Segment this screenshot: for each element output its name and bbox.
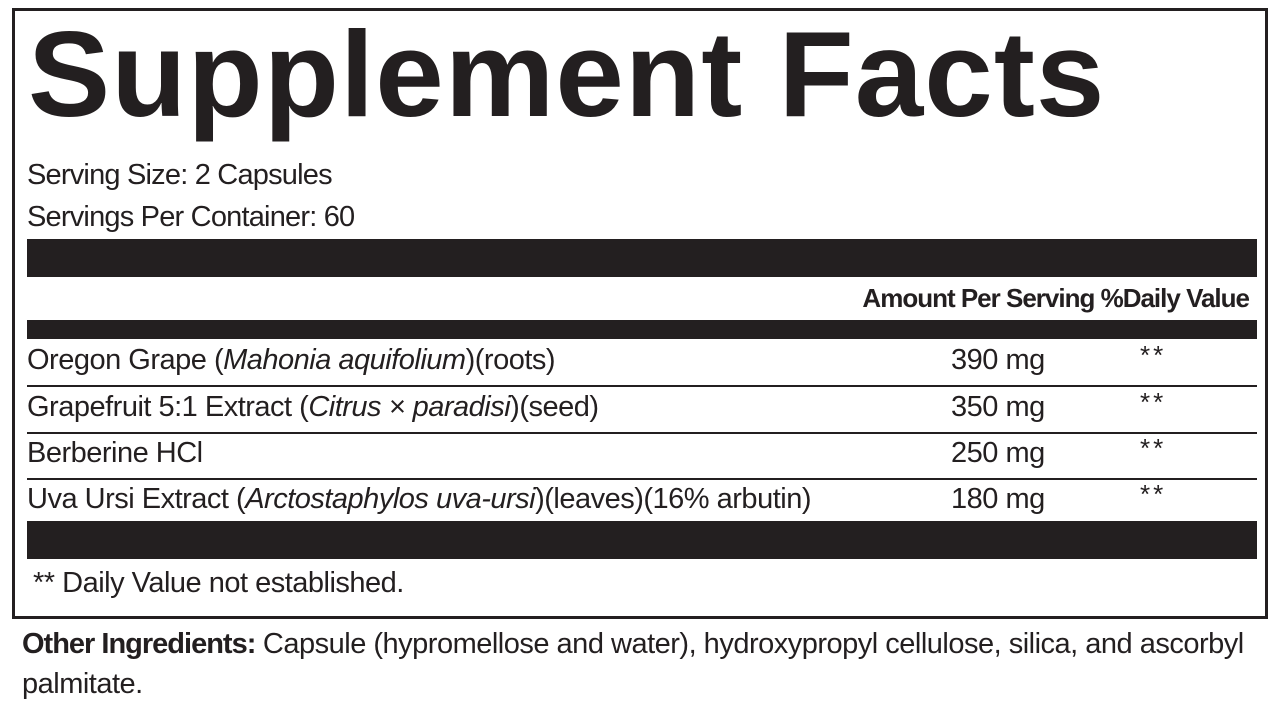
nutrient-amount: 390 mg bbox=[951, 344, 1045, 376]
nutrient-amount: 250 mg bbox=[951, 437, 1045, 469]
nutrient-row bbox=[27, 478, 1257, 524]
nutrient-row bbox=[27, 386, 1257, 434]
nutrient-amount: 180 mg bbox=[951, 483, 1045, 515]
servings-per-container: Servings Per Container: 60 bbox=[27, 201, 355, 233]
nutrient-daily-value: ** bbox=[1140, 479, 1167, 509]
nutrient-daily-value: ** bbox=[1140, 433, 1167, 463]
medium-divider bbox=[27, 320, 1257, 339]
column-header: Amount Per Serving %Daily Value bbox=[862, 283, 1249, 313]
nutrient-name: Berberine HCl bbox=[27, 437, 203, 469]
nutrient-amount: 350 mg bbox=[951, 391, 1045, 423]
nutrient-row bbox=[27, 339, 1257, 387]
other-ingredients-text: Capsule (hypromellose and water), hydroxypropyl cellulose, silica, and ascorbyl palmitate. bbox=[22, 628, 1244, 700]
other-ingredients-label: Other Ingredients: bbox=[22, 628, 256, 660]
nutrient-name: Oregon Grape (Mahonia aquifolium)(roots) bbox=[27, 344, 556, 376]
daily-value-footnote: ** Daily Value not established. bbox=[33, 567, 404, 599]
thick-divider-top bbox=[27, 239, 1257, 277]
supplement-facts-panel bbox=[12, 8, 1268, 619]
thick-divider-bottom bbox=[27, 521, 1257, 559]
other-ingredients bbox=[22, 624, 1262, 704]
nutrient-name: Grapefruit 5:1 Extract (Citrus × paradisi)(seed) bbox=[27, 391, 599, 423]
nutrient-daily-value: ** bbox=[1140, 387, 1167, 417]
nutrient-row bbox=[27, 432, 1257, 480]
serving-size: Serving Size: 2 Capsules bbox=[27, 159, 332, 191]
nutrient-daily-value: ** bbox=[1140, 340, 1167, 370]
nutrient-name: Uva Ursi Extract (Arctostaphylos uva-ursi)(leaves)(16% arbutin) bbox=[27, 483, 811, 515]
panel-title: Supplement Facts bbox=[28, 6, 1106, 142]
